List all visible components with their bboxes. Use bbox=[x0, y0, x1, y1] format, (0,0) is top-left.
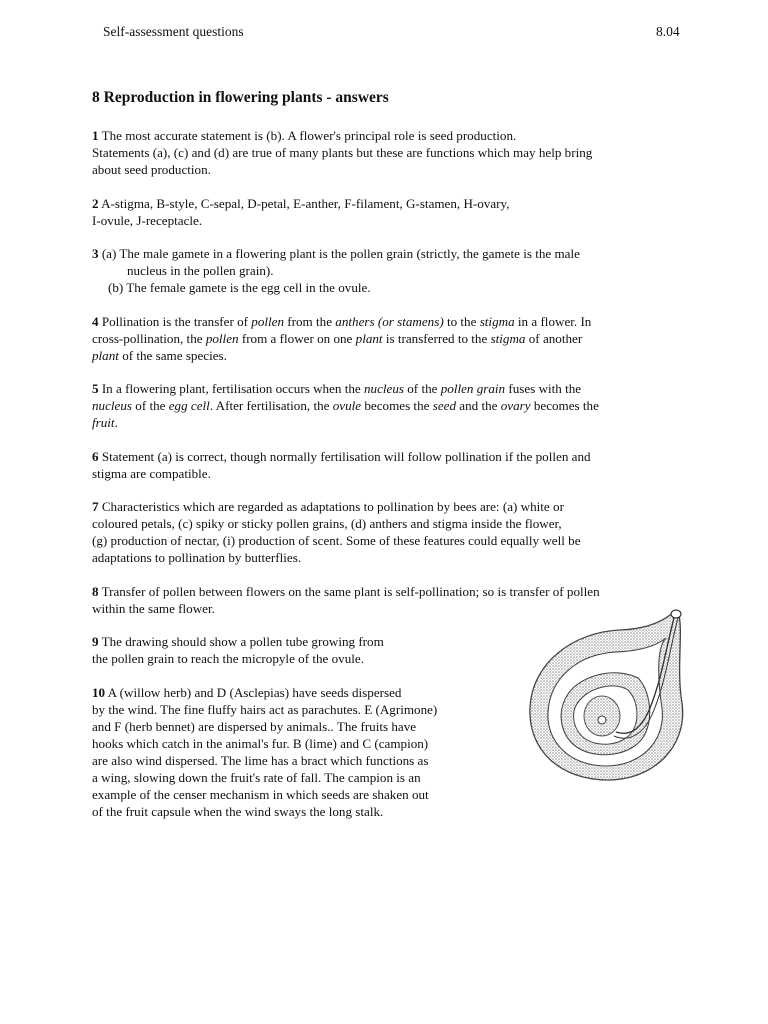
answer-text: of the same species. bbox=[118, 347, 227, 363]
answer-text: the pollen grain to reach the micropyle of the ovule. bbox=[92, 651, 364, 666]
answer-text: stigma are compatible. bbox=[92, 465, 211, 481]
answer-text: Transfer of pollen between flowers on the same plant is self-pollination; so is transfer of pollen bbox=[98, 583, 600, 599]
answer-text: Pollination is the transfer of bbox=[98, 313, 252, 329]
answer-number: 1 bbox=[92, 128, 99, 143]
answer-text: coloured petals, (c) spiky or sticky pollen grains, (d) anthers and stigma inside the flower, bbox=[92, 516, 562, 531]
answer-text: nucleus in the pollen grain). bbox=[127, 263, 274, 278]
answer-text: becomes the bbox=[530, 398, 599, 413]
key-term: nucleus bbox=[363, 381, 404, 396]
answer-7 bbox=[92, 498, 702, 566]
answer-text: In a flowering plant, fertilisation occurs when the bbox=[98, 381, 364, 396]
answer-text: cross-pollination, the bbox=[92, 330, 206, 346]
answer-text: Statement (a) is correct, though normally fertilisation will follow pollination if the pollen and bbox=[98, 448, 591, 464]
header-page-number: 8.04 bbox=[656, 24, 680, 39]
answer-2 bbox=[92, 195, 702, 229]
ovule-illustration bbox=[516, 608, 692, 784]
key-term: stigma bbox=[479, 313, 515, 329]
answer-text: . bbox=[114, 415, 118, 430]
key-term: fruit bbox=[92, 415, 115, 430]
page-title: 8 Reproduction in flowering plants - answers bbox=[92, 89, 389, 106]
key-term: stigma bbox=[490, 330, 526, 346]
key-term: plant bbox=[92, 347, 119, 363]
answer-text: (g) production of nectar, (i) production of scent. Some of these features could equally well be bbox=[92, 533, 581, 548]
pollen-grain bbox=[671, 610, 681, 618]
answer-text: about seed production. bbox=[92, 162, 211, 177]
answer-number: 2 bbox=[92, 195, 99, 211]
key-term: egg cell bbox=[168, 398, 210, 413]
answer-text: a wing, slowing down the fruit's rate of fall. The campion is an bbox=[92, 769, 421, 785]
answer-6 bbox=[92, 448, 702, 482]
answer-3 bbox=[92, 245, 702, 296]
answer-text: from the bbox=[284, 313, 336, 329]
answer-number: 5 bbox=[92, 381, 99, 396]
answer-text: fuses with the bbox=[505, 381, 582, 396]
answer-text: (b) The female gamete is the egg cell in the ovule. bbox=[108, 280, 371, 295]
answer-number: 6 bbox=[92, 448, 99, 464]
key-term: pollen bbox=[251, 313, 285, 329]
key-term: ovary bbox=[500, 398, 531, 413]
answer-text: example of the censer mechanism in which seeds are shaken out bbox=[92, 786, 429, 802]
key-term: pollen grain bbox=[440, 381, 506, 396]
answer-text: . After fertilisation, the bbox=[209, 398, 333, 413]
answer-text: The drawing should show a pollen tube growing from bbox=[98, 634, 384, 649]
answer-number: 7 bbox=[92, 499, 99, 514]
key-term: plant bbox=[355, 330, 383, 346]
answer-text: of the bbox=[132, 398, 169, 413]
answer-text: The most accurate statement is (b). A flower's principal role is seed production. bbox=[98, 128, 517, 143]
answer-number: 3 bbox=[92, 246, 99, 261]
answer-text: in a flower. In bbox=[514, 313, 592, 329]
answer-number: 9 bbox=[92, 634, 99, 649]
answer-text: is transferred to the bbox=[382, 330, 491, 346]
answer-text: and the bbox=[456, 398, 501, 413]
answer-5 bbox=[92, 380, 702, 431]
answer-text: A-stigma, B-style, C-sepal, D-petal, E-anther, F-filament, G-stamen, H-ovary, bbox=[98, 195, 510, 211]
header-section-title: Self-assessment questions bbox=[103, 24, 244, 39]
answer-text: hooks which catch in the animal's fur. B (lime) and C (campion) bbox=[92, 735, 429, 751]
answer-text: are also wind dispersed. The lime has a bract which functions as bbox=[92, 752, 429, 768]
answer-4 bbox=[92, 313, 702, 364]
answer-text: adaptations to pollination by butterflies. bbox=[92, 550, 302, 565]
answer-text: A (willow herb) and D (Asclepias) have seeds dispersed bbox=[105, 684, 402, 700]
answer-text: of the bbox=[403, 381, 441, 396]
answer-text: Characteristics which are regarded as adaptations to pollination by bees are: (a) white or bbox=[98, 499, 564, 514]
key-term: anthers (or stamens) bbox=[335, 313, 444, 329]
key-term: nucleus bbox=[92, 398, 132, 413]
answer-text: Statements (a), (c) and (d) are true of many plants but these are functions which may help bring bbox=[92, 145, 593, 160]
answer-text: within the same flower. bbox=[92, 600, 215, 616]
answer-text: of another bbox=[525, 330, 583, 346]
pollen-tube-drawing bbox=[516, 608, 692, 784]
answer-text: of the fruit capsule when the wind sways the long stalk. bbox=[92, 803, 384, 819]
key-term: pollen bbox=[205, 330, 239, 346]
answer-text: by the wind. The fine fluffy hairs act as parachutes. E (Agrimone) bbox=[92, 701, 438, 717]
key-term: seed bbox=[432, 398, 456, 413]
answer-number: 8 bbox=[92, 583, 99, 599]
egg-cell bbox=[598, 716, 606, 724]
answer-text: from a flower on one bbox=[238, 330, 356, 346]
answer-text: (a) The male gamete in a flowering plant is the pollen grain (strictly, the gamete is the male bbox=[98, 246, 580, 261]
answer-text: and F (herb bennet) are dispersed by animals.. The fruits have bbox=[92, 718, 417, 734]
answer-1 bbox=[92, 127, 702, 178]
answer-number: 10 bbox=[92, 684, 106, 700]
key-term: ovule bbox=[332, 398, 362, 413]
answer-text: becomes the bbox=[361, 398, 433, 413]
answer-text: to the bbox=[443, 313, 480, 329]
answer-text: I-ovule, J-receptacle. bbox=[92, 212, 203, 228]
answer-number: 4 bbox=[92, 313, 99, 329]
